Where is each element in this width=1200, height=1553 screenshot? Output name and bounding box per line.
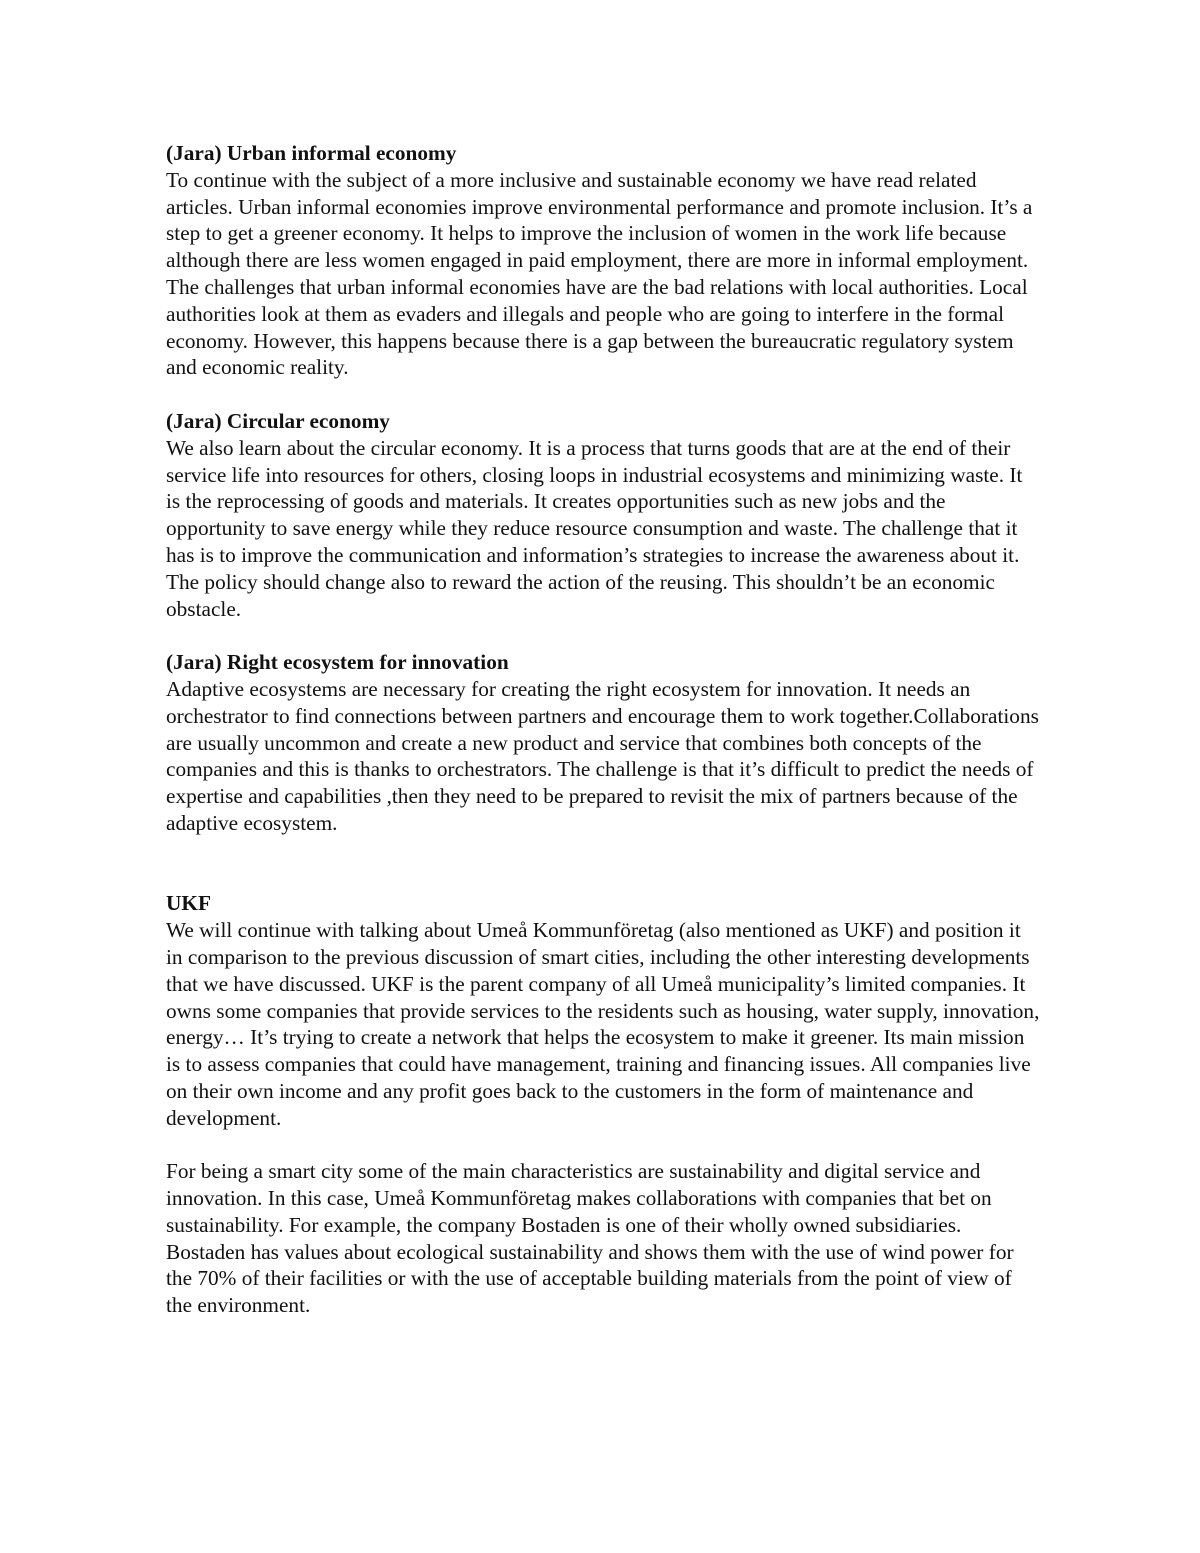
section-paragraph: We will continue with talking about Umeå Kommunföretag (also mentioned as UKF) and position it in comparison to the previous discussion of smart cities, including the other interesting developments that we have discussed. UKF is the parent company of all Umeå municipality’s limited companies. It owns some companies that provide services to the residents such as housing, water supply, innovation, energy… It’s trying to create a network that helps the ecosystem to make it greener. Its main mission is to assess companies that could have management, training and financing issues. All companies live on their own income and any profit goes back to the customers in the form of maintenance and development. (166, 918, 1040, 1130)
section-paragraph: For being a smart city some of the main characteristics are sustainability and digital service and innovation. In this case, Umeå Kommunföretag makes collaborations with companies that bet on sustainability. For example, the company Bostaden is one of their wholly owned subsidiaries. Bostaden has values about ecological sustainability and shows them with the use of wind power for the 70% of their facilities or with the use of acceptable building materials from the point of view of the environment. (166, 1159, 1014, 1318)
blank-line (166, 622, 1041, 649)
section-circular-economy (166, 408, 1041, 622)
section-heading: UKF (166, 891, 211, 916)
section-paragraph: Adaptive ecosystems are necessary for creating the right ecosystem for innovation. It needs an orchestrator to find connections between partners and encourage them to work together.Collaborations are usually uncommon and create a new product and service that combines both concepts of the companies and this is thanks to orchestrators. The challenge is that it’s difficult to predict the needs of expertise and capabilities ,then they need to be prepared to revisit the mix of partners because of the adaptive ecosystem. (166, 676, 1039, 835)
section-heading: (Jara) Urban informal economy (166, 141, 457, 165)
section-ukf (166, 890, 1041, 1319)
section-heading: (Jara) Right ecosystem for innovation (166, 650, 509, 675)
section-right-ecosystem (166, 649, 1041, 837)
section-paragraph: To continue with the subject of a more inclusive and sustainable economy we have read related articles. Urban informal economies improve environmental performance and promote inclusion. It’s a step to get a greener economy. It helps to improve the inclusion of women in the work life because although there are less women engaged in paid employment, there are more in informal employment. The challenges that urban informal economies have are the bad relations with local authorities. Local authorities look at them as evaders and illegals and people who are going to interfere in the formal economy. However, this happens because there is a gap between the bureaucratic regulatory system and economic reality. (166, 167, 1033, 380)
section-urban-informal-economy (166, 140, 1041, 381)
section-heading: (Jara) Circular economy (166, 408, 390, 433)
blank-line (166, 1131, 1041, 1158)
document-body (166, 140, 1041, 1319)
blank-line (166, 837, 1041, 891)
blank-line (166, 381, 1041, 408)
section-paragraph: We also learn about the circular economy. It is a process that turns goods that are at the end of their service life into resources for others, closing loops in industrial ecosystems and minimizing waste. It is the reprocessing of goods and materials. It creates opportunities such as new jobs and the opportunity to save energy while they reduce resource consumption and waste. The challenge that it has is to improve the communication and information’s strategies to increase the awareness about it. The policy should change also to reward the action of the reusing. This shouldn’t be an economic obstacle. (166, 435, 1023, 621)
